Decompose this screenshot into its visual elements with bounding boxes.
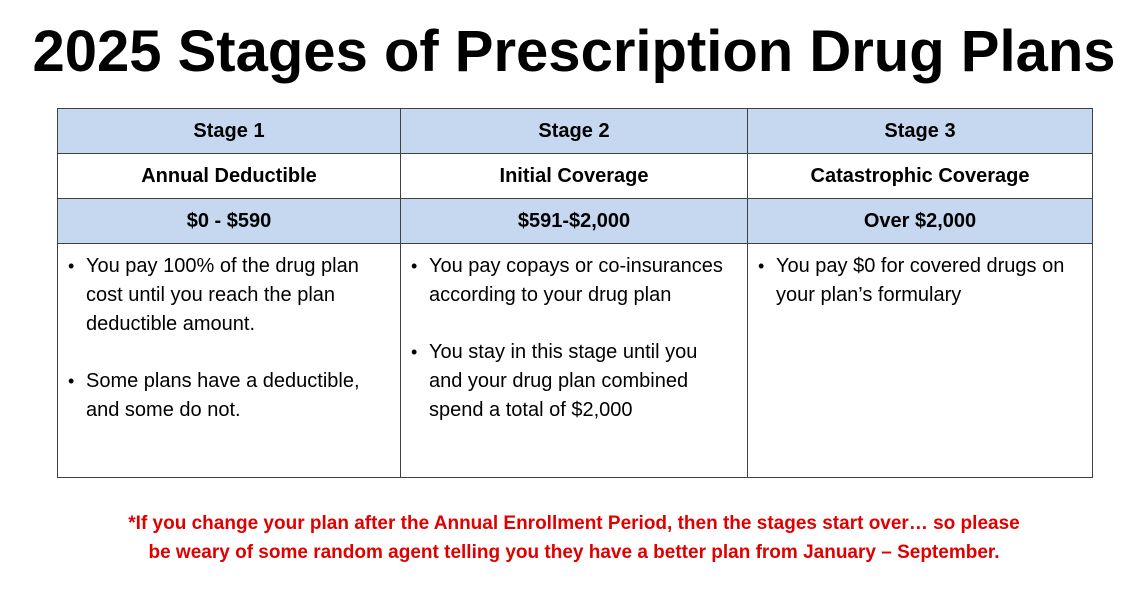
bullet-icon: •	[68, 256, 75, 276]
bullet-icon: •	[411, 342, 418, 362]
stages-table	[57, 108, 1093, 478]
stage-3-details	[748, 244, 1093, 478]
stage-name-row	[58, 154, 1093, 199]
list-item	[758, 252, 1080, 310]
bullet-text: You pay copays or co-insurances according to your drug plan	[429, 255, 723, 306]
stage-2-header: Stage 2	[401, 109, 748, 154]
stage-2-range: $591-$2,000	[401, 199, 748, 244]
stage-1-details	[58, 244, 401, 478]
bullet-text: You pay 100% of the drug plan cost until you reach the plan deductible amount.	[86, 255, 359, 335]
stage-1-range: $0 - $590	[58, 199, 401, 244]
bullet-icon: •	[411, 256, 418, 276]
list-item	[411, 252, 735, 310]
bullet-text: Some plans have a deductible, and some do not.	[86, 370, 360, 421]
list-item	[68, 367, 388, 425]
bullet-text: You pay $0 for covered drugs on your plan’s formulary	[776, 255, 1065, 306]
stage-1-name: Annual Deductible	[58, 154, 401, 199]
bullet-icon: •	[758, 256, 765, 276]
footnote-line-1: *If you change your plan after the Annual Enrollment Period, then the stages start over… so please	[128, 513, 1020, 534]
stage-3-bullet-list	[748, 244, 1092, 310]
stage-3-header: Stage 3	[748, 109, 1093, 154]
stage-header-row	[58, 109, 1093, 154]
bullet-text: You stay in this stage until you and your drug plan combined spend a total of $2,000	[429, 341, 698, 421]
list-item	[411, 338, 735, 425]
stage-2-bullet-list	[401, 244, 747, 425]
stage-3-range: Over $2,000	[748, 199, 1093, 244]
stage-1-header: Stage 1	[58, 109, 401, 154]
stage-3-name: Catastrophic Coverage	[748, 154, 1093, 199]
stage-details-row	[58, 244, 1093, 478]
list-item	[68, 252, 388, 339]
stage-range-row	[58, 199, 1093, 244]
stage-2-details	[401, 244, 748, 478]
bullet-icon: •	[68, 371, 75, 391]
page-title: 2025 Stages of Prescription Drug Plans	[32, 19, 1116, 84]
footnote	[0, 509, 1148, 567]
stage-1-bullet-list	[58, 244, 400, 425]
stage-2-name: Initial Coverage	[401, 154, 748, 199]
footnote-line-2: be weary of some random agent telling you they have a better plan from January – September.	[148, 542, 1000, 563]
